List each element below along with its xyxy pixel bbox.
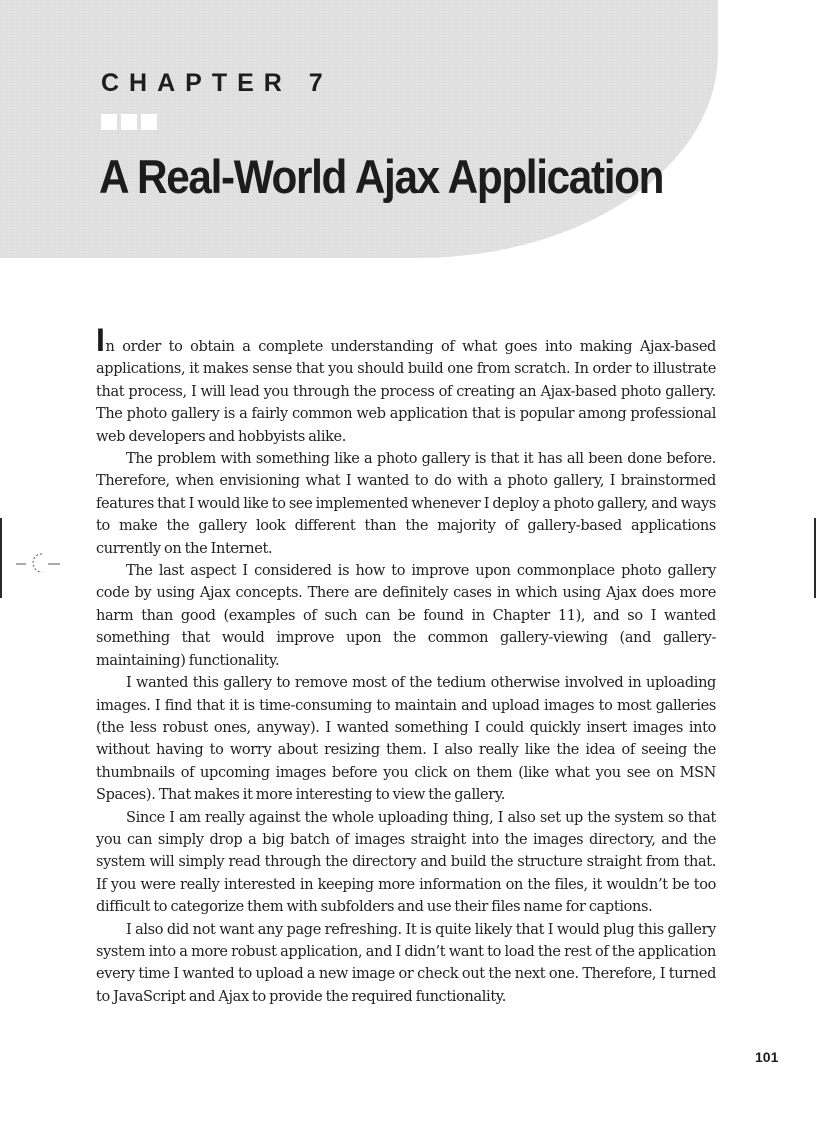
paragraph-4: I wanted this gallery to remove most of the tedium otherwise involved in uploading images. I find that it is time-consuming to maintain and upload images to most galleries (the less robust ones, anyway). I wanted something I could quickly insert images into without having to worry about resizing them. I also really like the idea of seeing the thumbnails of upcoming images before you click on them (like what you see on MSN Spaces). That makes it more interesting to view the gallery. xyxy=(96,675,716,804)
ornament-square xyxy=(101,114,117,130)
chapter-ornament xyxy=(101,114,157,130)
paragraph-2: The problem with something like a photo gallery is that it has all been done before. Therefore, when envisioning what I wanted to do with a photo gallery, I brainstormed features that I would like to see implemented whenever I deploy a photo gallery, and ways to make the gallery look different than the majority of gallery-based applications currently on the Internet. xyxy=(96,451,716,557)
chapter-header-band xyxy=(0,0,718,258)
drop-cap: I xyxy=(96,322,105,358)
ornament-square xyxy=(141,114,157,130)
paragraph-6: I also did not want any page refreshing. It is quite likely that I would plug this gallery system into a more robust application, and I didn’t want to load the rest of the application every time I wanted to upload a new image or check out the next one. Therefore, I turned to JavaScript and Ajax to provide the required functionality. xyxy=(96,921,716,1005)
paragraph-1-text: n order to obtain a complete understanding of what goes into making Ajax-based applications, it makes sense that you should build one from scratch. In order to illustrate that process, I will lead you through the process of creating an Ajax-based photo gallery. The photo gallery is a fairly common web application that is popular among professional web developers and hobbyists alike. xyxy=(96,339,716,445)
paragraph-3: The last aspect I considered is how to improve upon commonplace photo gallery code by using Ajax concepts. There are definitely cases in which using Ajax does more harm than good (examples of such can be found in Chapter 11), and so I wanted something that would improve upon the common gallery-viewing (and gallery-maintaining) functionality. xyxy=(96,563,716,669)
left-margin-line xyxy=(0,518,2,598)
registration-mark-icon xyxy=(16,550,60,576)
body-text xyxy=(96,322,716,1008)
chapter-title: A Real-World Ajax Application xyxy=(99,150,664,203)
chapter-label: CHAPTER 7 xyxy=(101,69,333,97)
paragraph-5: Since I am really against the whole uploading thing, I also set up the system so that you can simply drop a big batch of images straight into the images directory, and the system will simply read through the directory and build the structure straight from that. If you were really interested in keeping more information on the files, it wouldn’t be too difficult to categorize them with subfolders and use their files name for captions. xyxy=(96,809,716,916)
paragraph-1 xyxy=(96,322,716,448)
page-number: 101 xyxy=(755,1049,779,1065)
ornament-square xyxy=(121,114,137,130)
